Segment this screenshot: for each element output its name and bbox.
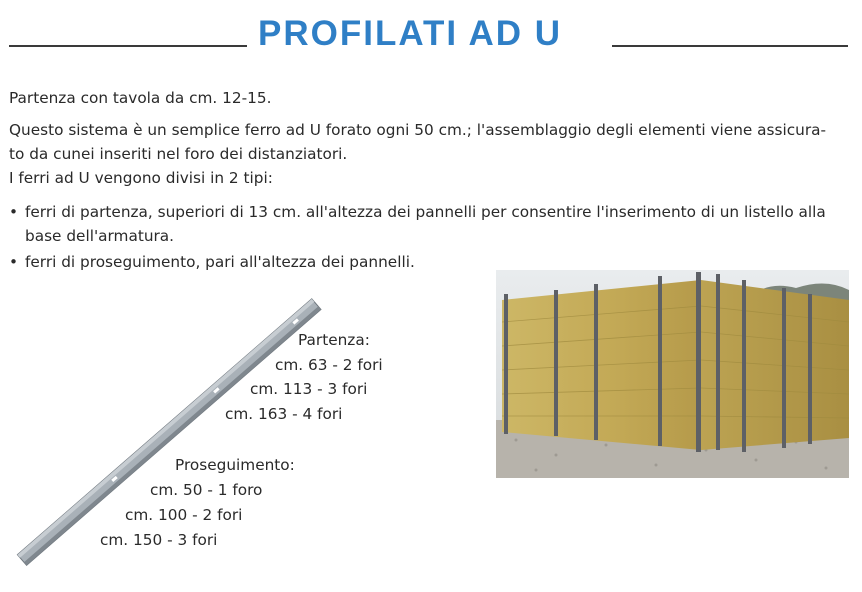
proseguimento-item-2: cm. 100 - 2 fori xyxy=(125,506,243,524)
bullet-partenza-continuation: base dell'armatura. xyxy=(25,227,175,245)
description-line-1: Questo sistema è un semplice ferro ad U forato ogni 50 cm.; l'assemblaggio degli elementi viene assicura- xyxy=(9,121,827,139)
proseguimento-item-3: cm. 150 - 3 fori xyxy=(100,531,218,549)
header-rule-left xyxy=(9,45,247,47)
proseguimento-title: Proseguimento: xyxy=(175,456,295,474)
formwork-photo xyxy=(496,270,849,478)
description-line-2: to da cunei inseriti nel foro dei distanziatori. xyxy=(9,145,348,163)
intro-line: Partenza con tavola da cm. 12-15. xyxy=(9,89,272,107)
types-intro: I ferri ad U vengono divisi in 2 tipi: xyxy=(9,169,273,187)
bullet-proseguimento-text: ferri di proseguimento, pari all'altezza dei pannelli. xyxy=(25,253,415,271)
partenza-item-2: cm. 113 - 3 fori xyxy=(250,380,368,398)
page-title: PROFILATI AD U xyxy=(258,14,563,53)
bullet-marker: • xyxy=(9,253,19,271)
partenza-item-1: cm. 63 - 2 fori xyxy=(275,356,383,374)
partenza-title: Partenza: xyxy=(298,331,370,349)
bullet-partenza xyxy=(9,202,826,223)
bullet-partenza-text: ferri di partenza, superiori di 13 cm. all'altezza dei pannelli per consentire l'inserimento di un listello alla xyxy=(25,203,826,221)
partenza-item-3: cm. 163 - 4 fori xyxy=(225,405,343,423)
proseguimento-item-1: cm. 50 - 1 foro xyxy=(150,481,263,499)
header-rule-right xyxy=(612,45,848,47)
bullet-marker: • xyxy=(9,203,19,221)
